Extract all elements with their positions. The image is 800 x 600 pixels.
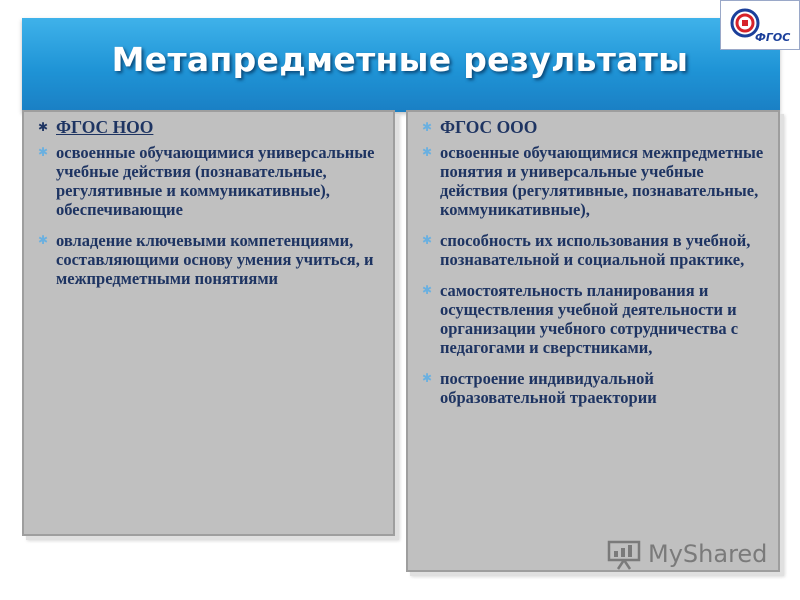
watermark-text: MyShared [648,540,768,568]
list-item [418,231,770,269]
asterisk-bullet-icon: ✱ [422,283,433,297]
slide-title: Метапредметные результаты [111,40,689,79]
list-heading [34,118,385,137]
logo-text: ФГОС [755,31,791,44]
list-item-text: самостоятельность планирования и осуществления учебной деятельности и организации учебного сотрудничества с педагогами и сверстниками, [440,281,739,357]
asterisk-bullet-icon: ✱ [38,233,49,247]
asterisk-bullet-icon: ✱ [38,120,49,134]
list-item [418,281,770,357]
left-heading: ФГОС НОО [56,117,154,137]
asterisk-bullet-icon: ✱ [422,233,433,247]
left-panel [22,110,395,536]
asterisk-bullet-icon: ✱ [38,145,49,159]
list-item [418,369,770,407]
myshared-presentation-icon [606,540,642,570]
right-heading: ФГОС ООО [440,117,538,137]
list-item [418,143,770,219]
right-panel [406,110,780,572]
list-item-text: освоенные обучающимися универсальные учебные действия (познавательные, регулятивные и коммуникативные), обеспечивающие [56,143,375,219]
list-item [34,143,385,219]
list-heading [418,118,770,137]
asterisk-bullet-icon: ✱ [422,120,433,134]
list-item-text: овладение ключевыми компетенциями, составляющими основу умения учиться, и межпредметными понятиями [56,231,374,288]
list-item [34,231,385,288]
list-item-text: построение индивидуальной образовательной траектории [440,369,657,407]
asterisk-bullet-icon: ✱ [422,371,433,385]
list-item-text: способность их использования в учебной, познавательной и социальной практике, [440,231,751,269]
fgos-logo [720,0,800,50]
asterisk-bullet-icon: ✱ [422,145,433,159]
watermark [606,536,776,574]
left-list [34,118,385,288]
right-list [418,118,770,407]
list-item-text: освоенные обучающимися межпредметные понятия и универсальные учебные действия (регулятивные, познавательные, коммуникативные), [440,143,764,219]
